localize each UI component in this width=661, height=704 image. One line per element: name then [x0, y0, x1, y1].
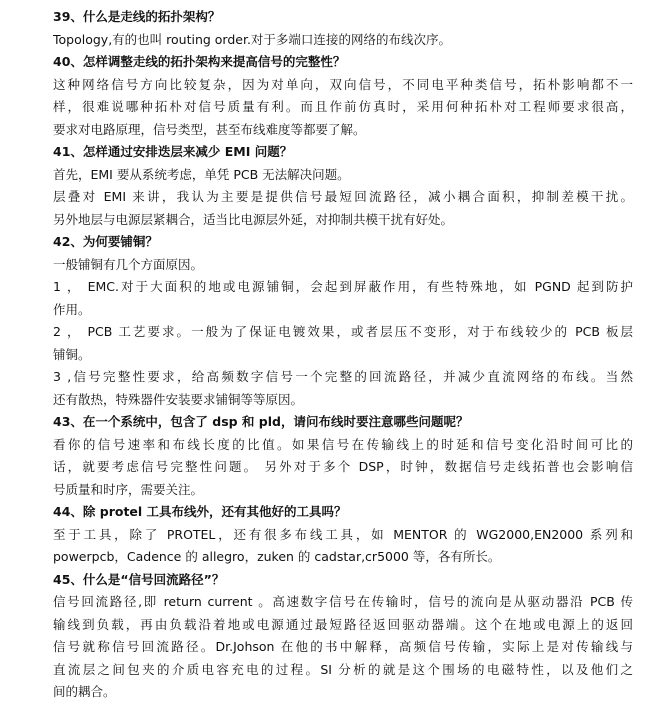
answer-line: 作用。 — [53, 301, 91, 317]
answer-line: 2 ， PCB 工艺要求。一般为了保证电镀效果，或者层压不变形，对于布线较少的 PCB 板层 — [53, 324, 633, 339]
answer-line: 至于工具，除了 PROTEL，还有很多布线工具，如 MENTOR 的 WG2000,EN2000 系列和 — [53, 526, 633, 542]
answer-line: 要求对电路原理，信号类型，甚至布线难度等都要了解。 — [53, 121, 366, 137]
question-heading: 45、什么是“信号回流路径”？ — [53, 571, 225, 587]
answer-line: 信号就称信号回流路径。Dr.Johson 在他的书中解释，高频信号传输，实际上是对传输线与 — [53, 639, 633, 654]
answer-line: 一般铺铜有几个方面原因。 — [53, 256, 204, 272]
question-heading: 40、怎样调整走线的拓扑架构来提高信号的完整性？ — [53, 54, 346, 69]
question-heading: 39、什么是走线的拓扑架构？ — [53, 9, 221, 24]
question-heading: 43、在一个系统中，包含了 dsp 和 pld，请问布线时要注意哪些问题呢？ — [53, 414, 469, 429]
answer-line: powerpcb，Cadence 的 allegro，zuken 的 cadstar,cr5000 等，各有所长。 — [53, 549, 501, 564]
answer-line: 输线到负载，再由负载沿着地或电源通过最短路径返回驱动器端。这个在地或电源上的返回 — [53, 616, 633, 632]
answer-line: 首先，EMI 要从系统考虑，单凭 PCB 无法解决问题。 — [53, 166, 350, 182]
document-page — [53, 6, 633, 704]
answer-line: 1 ， EMC.对于大面积的地或电源铺铜，会起到屏蔽作用，有些特殊地，如 PGND 起到防护 — [53, 279, 633, 294]
answer-line: 3 ,信号完整性要求，给高频数字信号一个完整的回流路径，并减少直流网络的布线。当然 — [53, 369, 633, 384]
answer-line: 另外地层与电源层紧耦合，适当比电源层外延，对抑制共模干扰有好处。 — [53, 211, 454, 227]
answer-line: 话，就要考虑信号完整性问题。 另外对于多个 DSP，时钟，数据信号走线拓普也会影响信 — [53, 459, 633, 474]
answer-line: 信号回流路径,即 return current 。高速数字信号在传输时，信号的流向是从驱动器沿 PCB 传 — [53, 594, 633, 609]
question-heading: 44、除 protel 工具布线外，还有其他好的工具吗？ — [53, 504, 347, 519]
answer-line: 直流层之间包夹的介质电容充电的过程。SI 分析的就是这个围场的电磁特性，以及他们之 — [53, 661, 633, 677]
answer-line: 铺铜。 — [53, 346, 91, 362]
answer-line: 还有散热，特殊器件安装要求铺铜等等原因。 — [53, 391, 304, 407]
question-heading: 41、怎样通过安排迭层来减少 EMI 问题？ — [53, 144, 293, 159]
answer-line: 样，很难说哪种拓朴对信号质量有利。而且作前仿真时，采用何种拓朴对工程师要求很高， — [53, 99, 633, 114]
answer-line: 号质量和时序，需要关注。 — [53, 481, 204, 497]
answer-line: 层叠对 EMI 来讲，我认为主要是提供信号最短回流路径，减小耦合面积，抑制差模干扰。 — [53, 189, 633, 204]
question-heading: 42、为何要铺铜？ — [53, 234, 158, 249]
answer-line: 看你的信号速率和布线长度的比值。如果信号在传输线上的时延和信号变化沿时间可比的 — [53, 436, 633, 452]
answer-line: Topology,有的也叫 routing order.对于多端口连接的网络的布线次序。 — [53, 31, 451, 47]
answer-line: 间的耦合。 — [53, 684, 116, 699]
answer-line: 这种网络信号方向比较复杂，因为对单向，双向信号，不同电平种类信号，拓朴影响都不一 — [53, 76, 633, 92]
